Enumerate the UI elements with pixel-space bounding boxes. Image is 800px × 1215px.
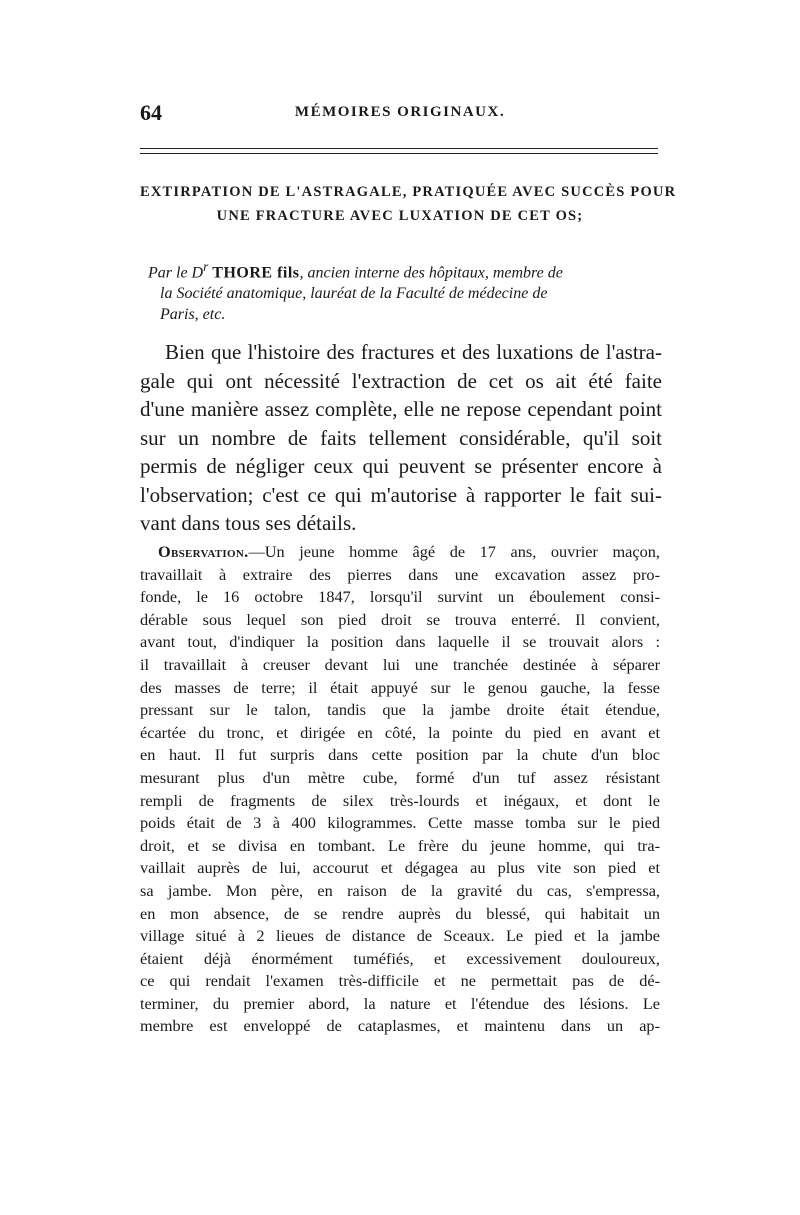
text-line: rempli de fragments de silex très-lourds et inégaux, et dont le: [140, 790, 660, 810]
text-line: droit, et se divisa en tombant. Le frère du jeune homme, qui tra-: [140, 835, 660, 855]
text-line: écartée du tronc, et dirigée en côté, la pointe du pied en avant et: [140, 722, 660, 742]
text-line: il travaillait à creuser devant lui une tranchée destinée à séparer: [140, 654, 660, 674]
text-line: terminer, du premier abord, la nature et l'étendue des lésions. Le: [140, 993, 660, 1013]
text-line: vant dans tous ses détails.: [140, 511, 357, 535]
byline-line: [148, 256, 660, 283]
byline-line: la Société anatomique, lauréat de la Faculté de médecine de: [160, 285, 548, 303]
header-rule-top: [140, 148, 658, 149]
running-header: [140, 100, 660, 130]
text-line: mesurant plus d'un mètre cube, formé d'un tuf assez résistant: [140, 767, 660, 787]
author-name: THORE fils: [212, 264, 300, 282]
text-line: étaient déjà énormément tuméfiés, et excessivement douloureux,: [140, 948, 660, 968]
byline-prefix-superscript: r: [203, 259, 209, 274]
text-line: ce qui rendait l'examen très-difficile et ne permettait pas de dé-: [140, 971, 660, 991]
text-line: d'une manière assez complète, elle ne repose cependant point: [140, 397, 662, 421]
author-byline: [148, 256, 660, 325]
byline-rest: , ancien interne des hôpitaux, membre de: [299, 264, 563, 282]
byline-prefix: Par le D: [148, 264, 204, 282]
text-line: sur un nombre de faits tellement considérable, qu'il soit: [140, 425, 662, 450]
observation-first-text: —Un jeune homme âgé de 17 ans, ouvrier maçon,: [248, 542, 660, 561]
text-line: l'observation; c'est ce qui m'autorise à rapporter le fait sui-: [140, 482, 662, 507]
text-line: gale qui ont nécessité l'extraction de cet os ait été faite: [140, 368, 662, 393]
text-line: pressant sur le talon, tandis que la jambe droite était étendue,: [140, 700, 660, 720]
text-line: des masses de terre; il était appuyé sur le genou gauche, la fesse: [140, 677, 660, 697]
header-rule-bottom: [140, 153, 658, 154]
text-line: fonde, le 16 octobre 1847, lorsqu'il survint un éboulement consi-: [140, 587, 660, 607]
byline-line: Paris, etc.: [160, 306, 226, 324]
title-line: EXTIRPATION DE L'ASTRAGALE, PRATIQUÉE AVEC SUCCÈS POUR: [140, 184, 677, 200]
running-title: MÉMOIRES ORIGINAUX.: [294, 104, 506, 120]
text-line: permis de négliger ceux qui peuvent se présenter encore à: [140, 454, 662, 478]
page-number: 64: [140, 100, 162, 125]
text-line: membre est enveloppé de cataplasmes, et maintenu dans un ap-: [140, 1016, 660, 1036]
text-line: en haut. Il fut surpris dans cette position par la chute d'un bloc: [140, 745, 660, 765]
text-line: avant tout, d'indiquer la position dans laquelle il se trouvait alors :: [140, 632, 660, 652]
intro-paragraph: [140, 338, 662, 538]
text-line: vaillait auprès de lui, accourut et dégagea au plus vite son pied et: [140, 858, 660, 878]
text-line: village situé à 2 lieues de distance de Sceaux. Le pied et la jambe: [140, 926, 660, 946]
observation-paragraph: [140, 541, 660, 1038]
observation-lead: Observation.: [158, 542, 249, 561]
text-line: en mon absence, de se rendre auprès du blessé, qui habitait un: [140, 903, 660, 923]
text-line: poids était de 3 à 400 kilogrammes. Cette masse tomba sur le pied: [140, 813, 660, 833]
text-line: Bien que l'histoire des fractures et des luxations de l'astra-: [165, 340, 662, 364]
text-line: dérable sous lequel son pied droit se trouva enterré. Il convient,: [140, 609, 660, 629]
text-line: [140, 541, 660, 564]
text-line: travaillait à extraire des pierres dans une excavation assez pro-: [140, 564, 660, 584]
title-line: UNE FRACTURE AVEC LUXATION DE CET OS;: [216, 208, 584, 224]
text-line: sa jambe. Mon père, en raison de la gravité du cas, s'empressa,: [140, 880, 660, 900]
article-title: [140, 180, 677, 228]
